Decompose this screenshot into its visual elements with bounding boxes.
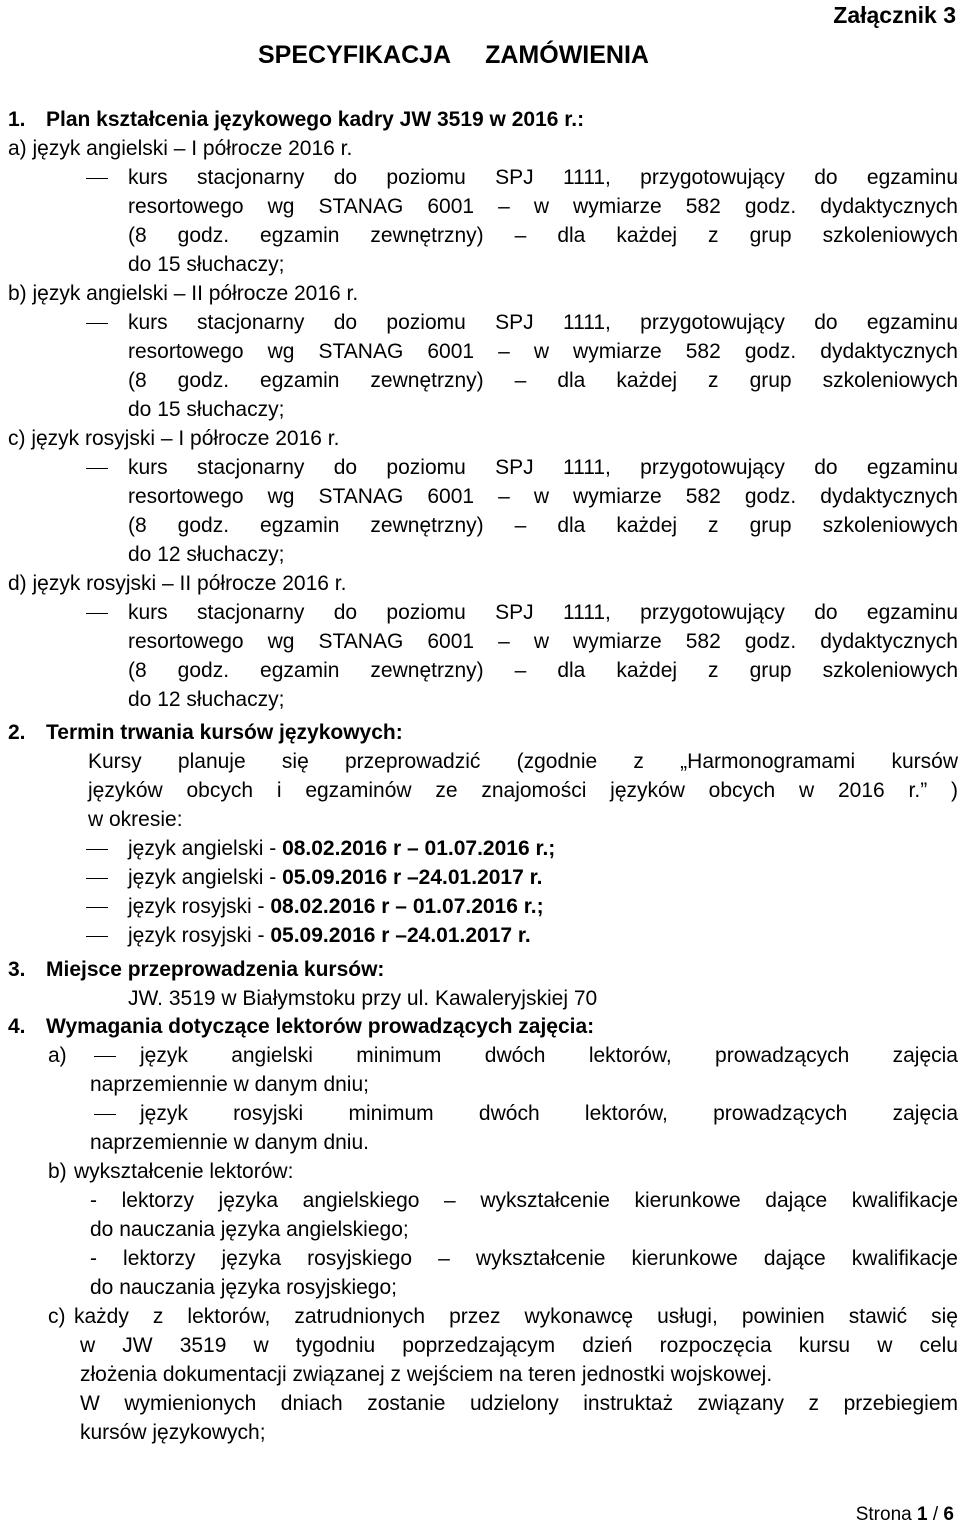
section-heading: Miejsce przeprowadzenia kursów: <box>46 958 385 981</box>
section-number: 2. <box>8 721 26 744</box>
section-3 <box>8 955 958 1013</box>
item-text: W wymienionych dniach zostanie udzielony instruktaż związany z przebiegiem <box>80 1392 958 1415</box>
dash-bullet <box>86 907 108 908</box>
item-text: - lektorzy języka angielskiego – wykształcenie kierunkowe dające kwalifikacje <box>90 1189 958 1212</box>
section-heading: Termin trwania kursów językowych: <box>46 721 403 744</box>
dash-bullet <box>86 468 108 469</box>
item-label: a) język angielski – I półrocze 2016 r. <box>8 137 353 160</box>
item-text: do 12 słuchaczy; <box>128 543 285 566</box>
dash-bullet <box>86 936 108 937</box>
item-text: naprzemiennie w danym dniu; <box>90 1073 369 1096</box>
period-language: język rosyjski - <box>128 924 271 947</box>
section-heading: Plan kształcenia językowego kadry JW 3519 w 2016 r.: <box>46 108 585 131</box>
item-label: c) <box>48 1305 66 1328</box>
item-text: wykształcenie lektorów: <box>74 1160 294 1183</box>
item-text: naprzemiennie w danym dniu. <box>90 1131 369 1154</box>
section-number: 4. <box>8 1015 26 1038</box>
section-number: 3. <box>8 958 26 981</box>
item-text: do 12 słuchaczy; <box>128 688 285 711</box>
item-text: resortowego wg STANAG 6001 – w wymiarze 582 godz. dydaktycznych <box>128 485 958 508</box>
item-text: (8 godz. egzamin zewnętrzny) – dla każdej z grup szkoleniowych <box>128 224 958 247</box>
page-title: SPECYFIKACJA ZAMÓWIENIA <box>258 41 649 69</box>
item-text: kurs stacjonarny do poziomu SPJ 1111, przygotowujący do egzaminu <box>128 456 958 479</box>
period-language: język angielski - <box>128 866 283 889</box>
item-text: resortowego wg STANAG 6001 – w wymiarze 582 godz. dydaktycznych <box>128 340 958 363</box>
period-language: język angielski - <box>128 837 283 860</box>
footer-separator: / <box>927 1504 944 1525</box>
period-language: język rosyjski - <box>128 895 271 918</box>
item-text: (8 godz. egzamin zewnętrzny) – dla każdej z grup szkoleniowych <box>128 369 958 392</box>
item-text: do nauczania języka angielskiego; <box>90 1218 409 1241</box>
section-number: 1. <box>8 108 26 131</box>
current-page: 1 <box>917 1504 928 1525</box>
page-footer <box>856 1504 954 1526</box>
footer-prefix: Strona <box>855 1504 917 1525</box>
item-text: (8 godz. egzamin zewnętrzny) – dla każdej z grup szkoleniowych <box>128 514 958 537</box>
item-text: do 15 słuchaczy; <box>128 398 285 421</box>
item-text: resortowego wg STANAG 6001 – w wymiarze 582 godz. dydaktycznych <box>128 195 958 218</box>
item-label: a) <box>48 1044 67 1067</box>
item-text: w JW 3519 w tygodniu poprzedzającym dzień rozpoczęcia kursu w celu <box>80 1334 958 1357</box>
attachment-label: Załącznik 3 <box>833 2 956 28</box>
item-label: d) język rosyjski – II półrocze 2016 r. <box>8 572 347 595</box>
item-text: (8 godz. egzamin zewnętrzny) – dla każdej z grup szkoleniowych <box>128 659 958 682</box>
item-text: kurs stacjonarny do poziomu SPJ 1111, przygotowujący do egzaminu <box>128 601 958 624</box>
item-text: resortowego wg STANAG 6001 – w wymiarze 582 godz. dydaktycznych <box>128 630 958 653</box>
dash-bullet <box>86 323 108 324</box>
dash-bullet <box>94 1056 116 1057</box>
dash-bullet <box>86 878 108 879</box>
period-range: 05.09.2016 r –24.01.2017 r. <box>270 924 531 947</box>
item-label: b) <box>48 1160 67 1183</box>
section-2 <box>8 718 958 950</box>
paragraph-line: języków obcych i egzaminów ze znajomości języków obcych w 2016 r.” ) <box>88 779 958 802</box>
period-range: 05.09.2016 r –24.01.2017 r. <box>282 866 543 889</box>
item-label: b) język angielski – II półrocze 2016 r. <box>8 282 359 305</box>
item-label: c) język rosyjski – I półrocze 2016 r. <box>8 427 340 450</box>
address-text: JW. 3519 w Białymstoku przy ul. Kawaleryjskiej 70 <box>128 987 598 1010</box>
dash-bullet <box>86 178 108 179</box>
item-text: złożenia dokumentacji związanej z wejściem na teren jednostki wojskowej. <box>80 1363 773 1386</box>
item-text: do 15 słuchaczy; <box>128 253 285 276</box>
dash-bullet <box>86 849 108 850</box>
item-text: kurs stacjonarny do poziomu SPJ 1111, przygotowujący do egzaminu <box>128 166 958 189</box>
item-text: do nauczania języka rosyjskiego; <box>90 1276 398 1299</box>
paragraph-line: w okresie: <box>88 808 183 831</box>
paragraph-line: Kursy planuje się przeprowadzić (zgodnie z „Harmonogramami kursów <box>88 750 958 773</box>
item-text: - lektorzy języka rosyjskiego – wykształcenie kierunkowe dające kwalifikacje <box>90 1247 958 1270</box>
item-text: każdy z lektorów, zatrudnionych przez wykonawcę usługi, powinien stawić się <box>74 1305 958 1328</box>
period-range: 08.02.2016 r – 01.07.2016 r.; <box>270 895 544 918</box>
dash-bullet <box>94 1114 116 1115</box>
item-text: kursów językowych; <box>80 1421 266 1444</box>
section-1 <box>8 105 958 714</box>
item-text: język angielski minimum dwóch lektorów, prowadzących zajęcia <box>140 1044 958 1067</box>
item-text: kurs stacjonarny do poziomu SPJ 1111, przygotowujący do egzaminu <box>128 311 958 334</box>
section-heading: Wymagania dotyczące lektorów prowadzących zajęcia: <box>46 1015 595 1038</box>
period-range: 08.02.2016 r – 01.07.2016 r.; <box>282 837 556 860</box>
item-text: język rosyjski minimum dwóch lektorów, prowadzących zajęcia <box>140 1102 958 1125</box>
dash-bullet <box>86 613 108 614</box>
section-4 <box>8 1012 958 1447</box>
total-pages: 6 <box>943 1504 954 1525</box>
